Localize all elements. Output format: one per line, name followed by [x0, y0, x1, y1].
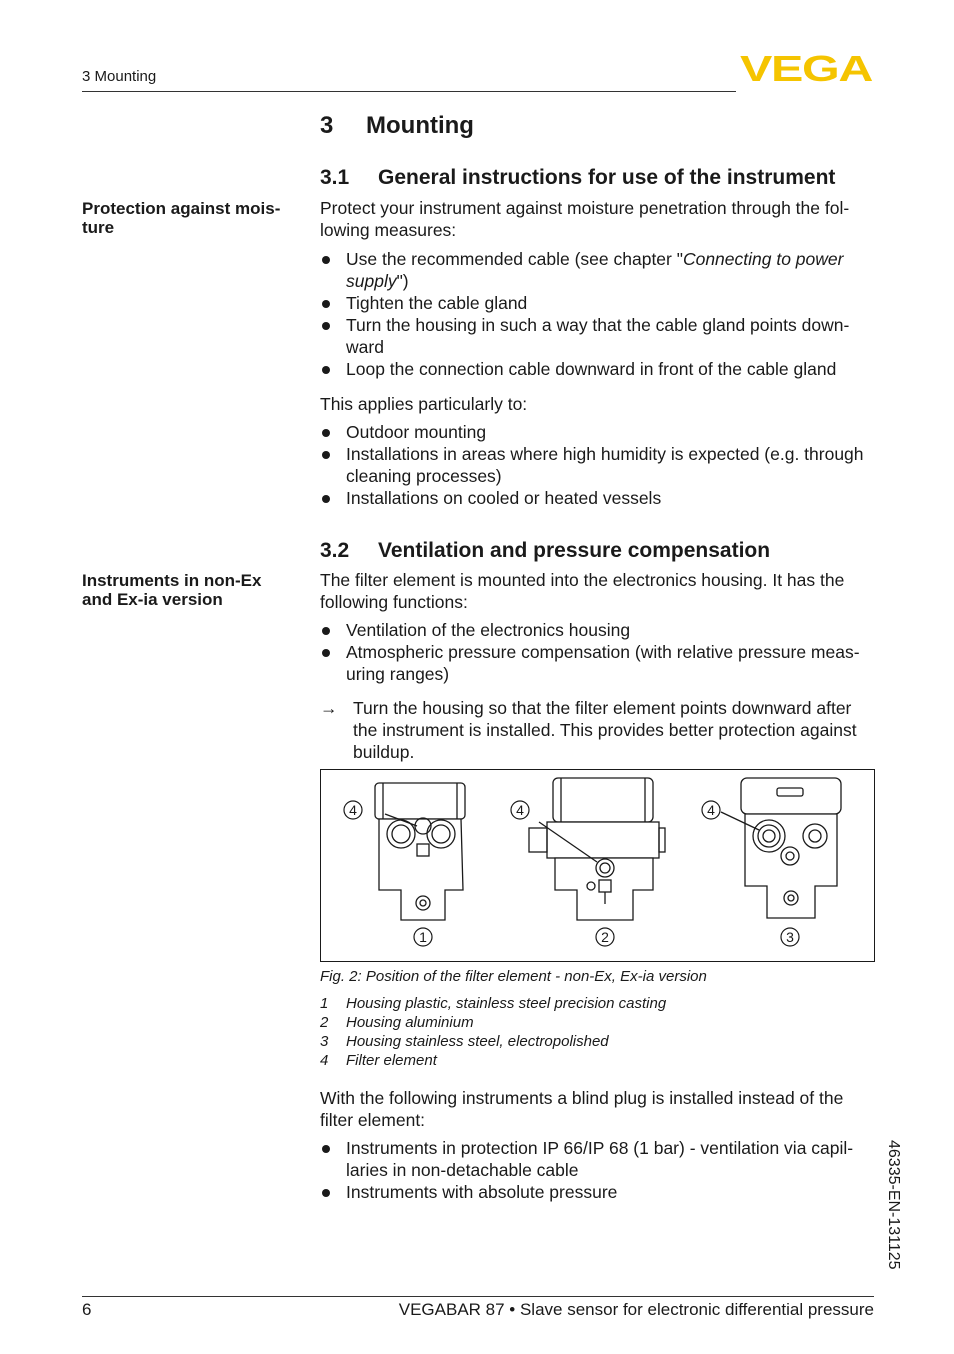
chapter-reference: supply	[346, 271, 397, 291]
legend-item	[320, 1032, 666, 1051]
legend-item	[320, 994, 666, 1013]
list-item: Installations in areas where high humidity is expected (e.g. through cleaning processes)	[320, 443, 876, 487]
legend-number: 4	[320, 1052, 329, 1069]
legend-text: Filter element	[346, 1052, 437, 1069]
callout-4: 4	[349, 802, 357, 818]
legend-number: 1	[320, 995, 329, 1012]
text-span: ")	[396, 271, 409, 291]
header-rule	[82, 91, 736, 92]
chapter-reference: Connecting to power	[682, 249, 844, 269]
list-item: Installations on cooled or heated vessels	[320, 487, 876, 509]
callout-3: 3	[786, 929, 794, 945]
functions-list	[320, 619, 876, 685]
footer-title: VEGABAR 87 • Slave sensor for electronic differential pressure	[398, 1300, 874, 1319]
section-3-1-heading	[320, 166, 835, 190]
chapter-title	[320, 112, 474, 140]
instruction-text: Turn the housing so that the filter element points downward after the instrument is installed. This provides better protection against buildup.	[353, 698, 857, 762]
list-item	[320, 248, 876, 292]
housing-aluminium-drawing	[529, 778, 665, 920]
legend-item	[320, 1051, 666, 1070]
callout-1: 1	[419, 929, 427, 945]
blind-plug-list	[320, 1137, 876, 1203]
measures-list	[320, 248, 876, 380]
filter-element-figure	[320, 769, 875, 962]
chapter-number: 3	[320, 112, 334, 139]
callout-4: 4	[516, 802, 524, 818]
section-3-2-body	[320, 569, 876, 763]
callout-2: 2	[601, 929, 609, 945]
paragraph: The filter element is mounted into the electronics housing. It has the following functions:	[320, 570, 845, 612]
page-number: 6	[82, 1300, 92, 1319]
document-number-text: 46335-EN-131125	[885, 1140, 902, 1270]
paragraph	[320, 197, 876, 241]
chapter-title-text: Mounting	[366, 112, 474, 139]
legend-item	[320, 1013, 666, 1032]
text-line: Protect your instrument against moisture penetration through the fol-	[320, 198, 850, 218]
list-item: Instruments with absolute pressure	[320, 1181, 876, 1203]
legend-text: Housing stainless steel, electropolished	[346, 1033, 609, 1050]
side-label-non-ex	[82, 571, 302, 609]
legend-text: Housing plastic, stainless steel precision casting	[346, 995, 667, 1012]
legend-number: 2	[320, 1014, 329, 1031]
paragraph: This applies particularly to:	[320, 394, 528, 414]
figure-caption: Fig. 2: Position of the filter element - non-Ex, Ex-ia version	[320, 968, 707, 985]
logo-text: VEGA	[740, 52, 874, 84]
text-span: Use the recommended cable (see chapter "	[346, 249, 683, 269]
instruction	[320, 697, 873, 763]
blind-plug-section	[320, 1087, 876, 1203]
side-label-moisture	[82, 199, 302, 237]
list-item: Loop the connection cable downward in front of the cable gland	[320, 358, 876, 380]
list-item: Turn the housing in such a way that the cable gland points down-ward	[320, 314, 866, 358]
list-item: Tighten the cable gland	[320, 292, 876, 314]
side-label-line: Protection against mois-	[82, 199, 281, 218]
section-3-2-heading	[320, 539, 770, 563]
footer-rule	[82, 1296, 874, 1297]
callout-4: 4	[707, 802, 715, 818]
housing-plastic-drawing	[375, 783, 465, 920]
side-label-line: and Ex-ia version	[82, 590, 223, 609]
section-title: General instructions for use of the instrument	[378, 166, 836, 189]
document-number	[868, 1140, 908, 1300]
section-number: 3.1	[320, 166, 350, 189]
applies-list	[320, 421, 876, 509]
paragraph: With the following instruments a blind plug is installed instead of the filter element:	[320, 1088, 844, 1130]
section-title: Ventilation and pressure compensation	[378, 539, 771, 562]
arrow-icon: →	[320, 698, 338, 718]
vega-logo	[740, 52, 874, 84]
list-item: Ventilation of the electronics housing	[320, 619, 876, 641]
figure-legend	[320, 994, 666, 1070]
section-3-1-body	[320, 197, 876, 509]
housing-stainless-drawing	[721, 778, 841, 918]
side-label-line: ture	[82, 218, 115, 237]
legend-text: Housing aluminium	[346, 1014, 474, 1031]
list-item: Atmospheric pressure compensation (with relative pressure meas-uring ranges)	[320, 641, 876, 685]
running-header: 3 Mounting	[82, 68, 157, 85]
list-item: Outdoor mounting	[320, 421, 876, 443]
section-number: 3.2	[320, 539, 350, 562]
text-line: lowing measures:	[320, 220, 457, 240]
legend-number: 3	[320, 1033, 329, 1050]
side-label-line: Instruments in non-Ex	[82, 571, 262, 590]
list-item: Instruments in protection IP 66/IP 68 (1 bar) - ventilation via capil-laries in non-detachable cable	[320, 1137, 871, 1181]
